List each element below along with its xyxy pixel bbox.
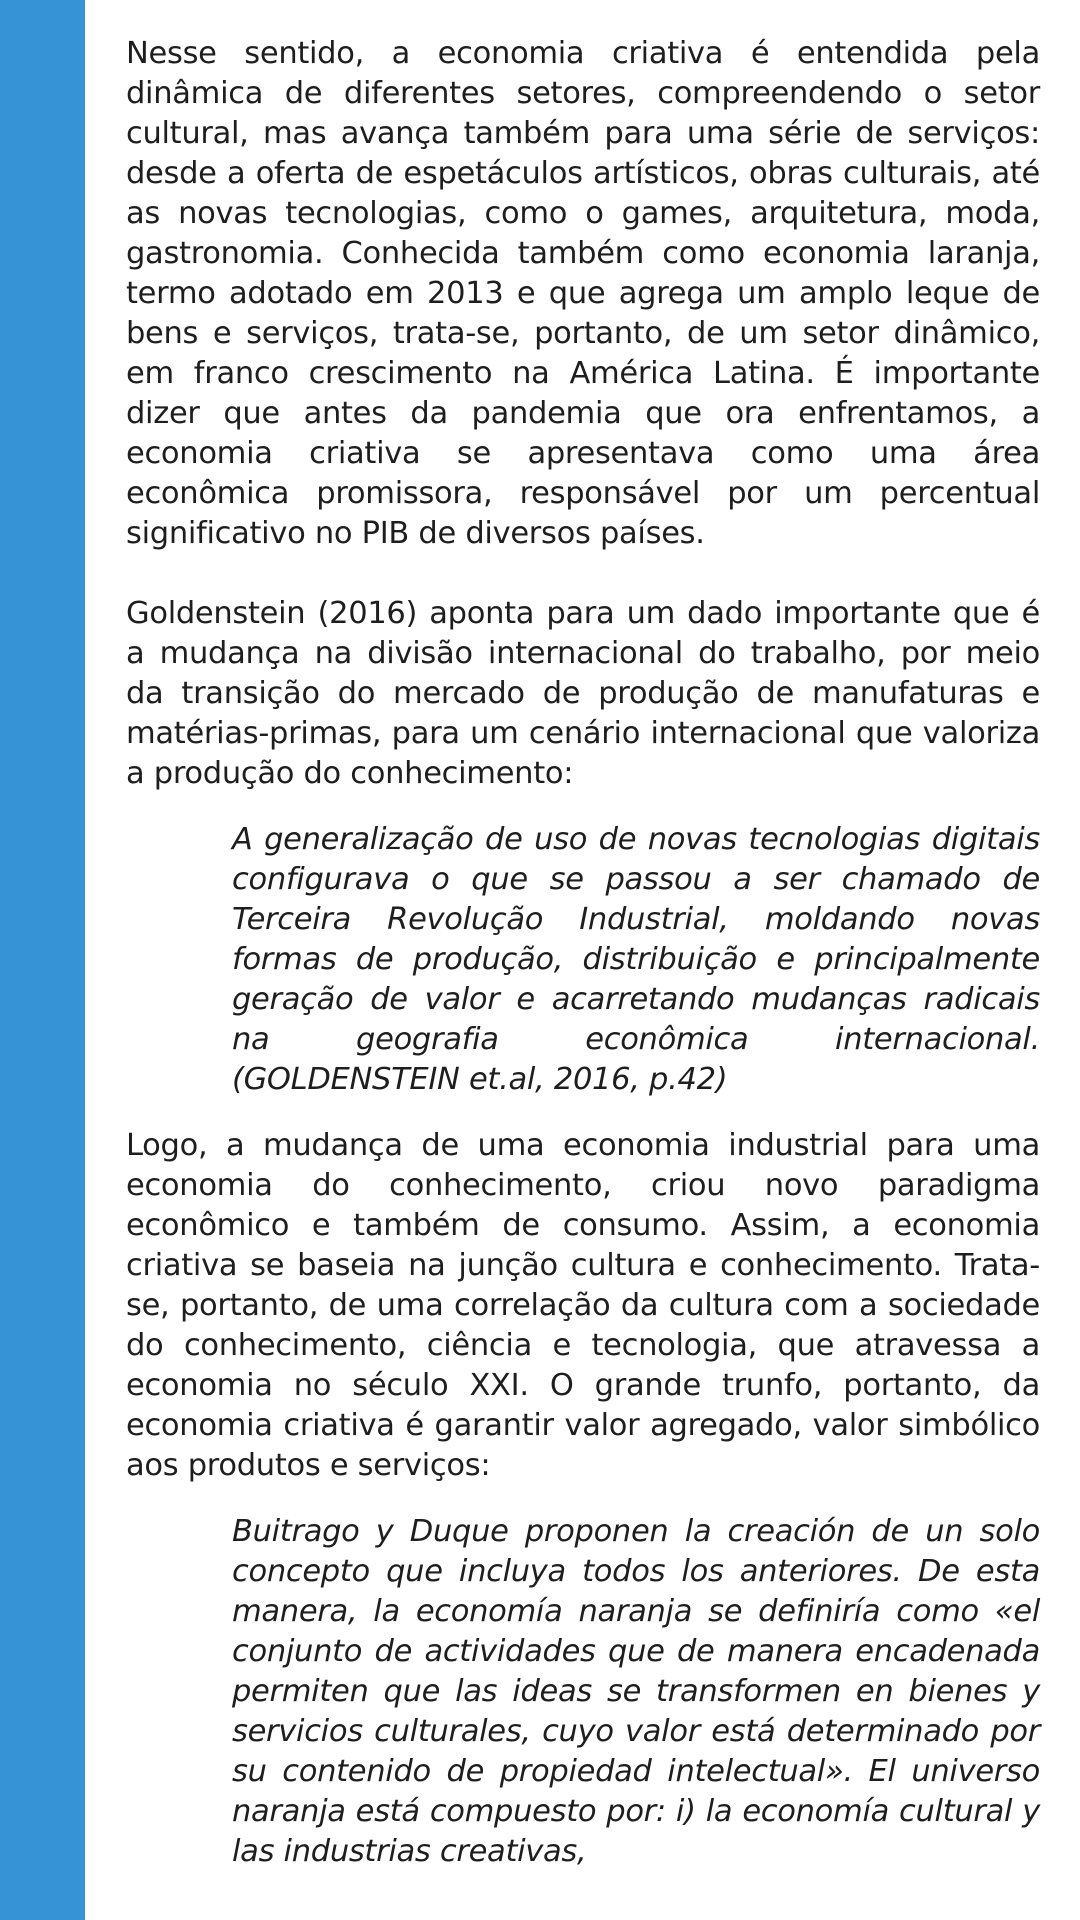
paragraph-1: Nesse sentido, a economia criativa é entendida pela dinâmica de diferentes setores, compreendendo o setor cultural, mas avança também para uma série de serviços: desde a oferta de espetáculos artísticos, obras culturais, até as novas tecnologias, como o games, arquitetura, moda, gastronomia. Conhecida também como economia laranja, termo adotado em 2013 e que agrega um amplo leque de bens e serviços, trata-se, portanto, de um setor dinâmico, em franco crescimento na América Latina. É importante dizer que antes da pandemia que ora enfrentamos, a economia criativa se apresentava como uma área econômica promissora, responsável por um percentual significativo no PIB de diversos países. [126, 36, 1040, 551]
paragraph-2: Goldenstein (2016) aponta para um dado importante que é a mudança na divisão internacional do trabalho, por meio da transição do mercado de produção de manufaturas e matérias-primas, para um cenário internacional que valoriza a produção do conhecimento: [126, 596, 1040, 791]
side-accent-bar [0, 0, 85, 1920]
block-quote-2: Buitrago y Duque proponen la creación de un solo concepto que incluya todos los anteriores. De esta manera, la economía naranja se definiría como «el conjunto de actividades que de manera encadenada permiten que las ideas se transformen en bienes y servicios culturales, cuyo valor está determinado por su contenido de propiedad intelectual». El universo naranja está compuesto por: i) la economía cultural y las industrias creativas, [232, 1514, 1040, 1869]
paragraph-3: Logo, a mudança de uma economia industrial para uma economia do conhecimento, criou novo paradigma econômico e também de consumo. Assim, a economia criativa se baseia na junção cultura e conhecimento. Trata-se, portanto, de uma correlação da cultura com a sociedade do conhecimento, ciência e tecnologia, que atravessa a economia no século XXI. O grande trunfo, portanto, da economia criativa é garantir valor agregado, valor simbólico aos produtos e serviços: [126, 1128, 1040, 1483]
document-body [126, 34, 1040, 1898]
block-quote-1: A generalização de uso de novas tecnologias digitais configurava o que se passou a ser chamado de Terceira Revolução Industrial, moldando novas formas de produção, distribuição e principalmente geração de valor e acarretando mudanças radicais na geografia econômica internacional. (GOLDENSTEIN et.al, 2016, p.42) [232, 822, 1040, 1097]
